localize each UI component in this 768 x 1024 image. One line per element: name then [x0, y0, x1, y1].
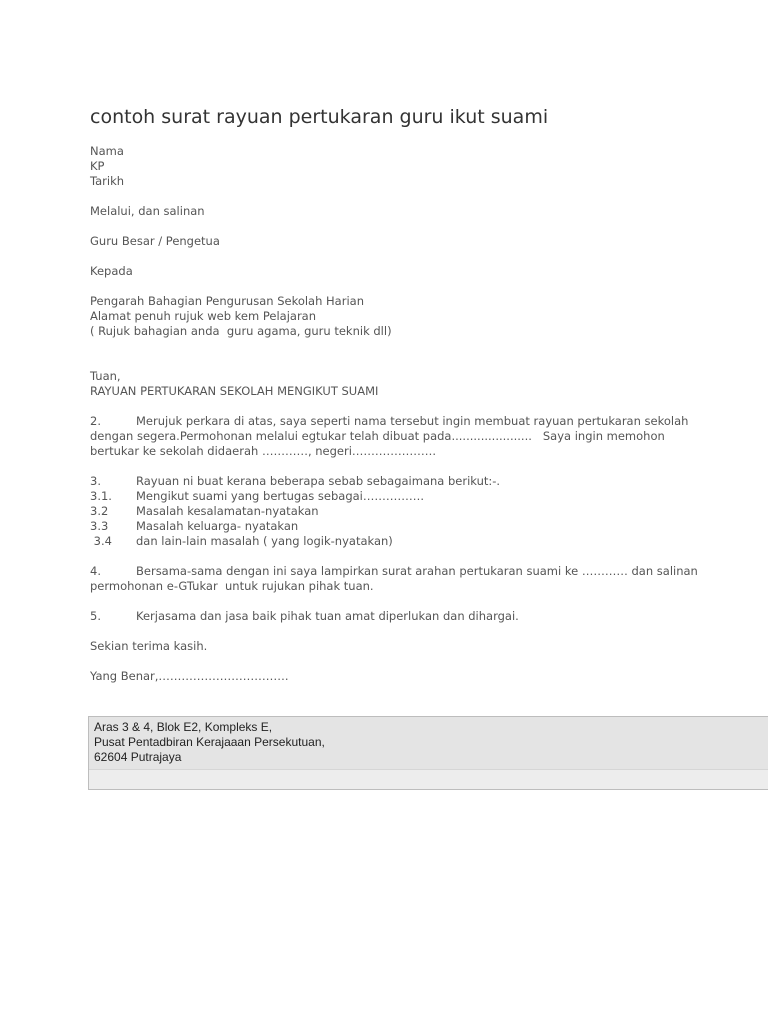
kepada-line: Kepada — [90, 264, 133, 278]
header-line-tarikh: Tarikh — [90, 174, 125, 188]
subject-line: RAYUAN PERTUKARAN SEKOLAH MENGIKUT SUAMI — [90, 384, 379, 398]
salutation: Tuan, — [90, 369, 121, 383]
header-line-kp: KP — [90, 159, 105, 173]
para5-text: Kerjasama dan jasa baik pihak tuan amat diperlukan dan dihargai. — [136, 609, 519, 623]
para5-number: 5. — [90, 609, 101, 623]
list-item-number: 3.4 — [90, 534, 112, 548]
para2-number: 2. — [90, 414, 101, 428]
para2-text: Merujuk perkara di atas, saya seperti nama tersebut ingin membuat rayuan pertukaran sekolah — [136, 414, 689, 428]
list-item — [90, 534, 768, 549]
para3-text: Rayuan ni buat kerana beberapa sebab sebagaimana berikut:-. — [136, 474, 501, 488]
para4-line — [90, 564, 768, 579]
guru-besar-line: Guru Besar / Pengetua — [90, 234, 220, 248]
header-line-nama: Nama — [90, 144, 124, 158]
list-item-text: dan lain-lain masalah ( yang logik-nyatakan) — [136, 534, 393, 548]
recipient-line: ( Rujuk bahagian anda guru agama, guru teknik dll) — [90, 324, 392, 338]
recipient-line: Alamat penuh rujuk web kem Pelajaran — [90, 309, 317, 323]
para4-line: permohonan e-GTukar untuk rujukan pihak tuan. — [90, 579, 374, 593]
address-line: Pusat Pentadbiran Kerajaaan Persekutuan, — [94, 735, 325, 749]
para4-number: 4. — [90, 564, 101, 578]
recipient-line: Pengarah Bahagian Pengurusan Sekolah Harian — [90, 294, 364, 308]
address-box-footer-strip — [89, 769, 768, 789]
signoff-line: Yang Benar,……………………………. — [90, 669, 289, 683]
list-item-text: Masalah keluarga- nyatakan — [136, 519, 299, 533]
para2-line — [90, 414, 768, 429]
list-item-text: Masalah kesalamatan-nyatakan — [136, 504, 319, 518]
list-item-number: 3.1. — [90, 489, 112, 503]
address-line: Aras 3 & 4, Blok E2, Kompleks E, — [94, 720, 273, 734]
document-title: contoh surat rayuan pertukaran guru ikut suami — [90, 106, 549, 128]
list-item-number: 3.2 — [90, 504, 109, 518]
list-item-number: 3.3 — [90, 519, 109, 533]
para3-line — [90, 474, 768, 489]
para3-number: 3. — [90, 474, 101, 488]
list-item — [90, 489, 768, 504]
list-item — [90, 519, 768, 534]
closing-line: Sekian terima kasih. — [90, 639, 208, 653]
address-line: 62604 Putrajaya — [94, 750, 182, 764]
list-item — [90, 504, 768, 519]
para2-line: dengan segera.Permohonan melalui egtukar telah dibuat pada...................... Saya ingin memohon — [90, 429, 665, 443]
list-item-text: Mengikut suami yang bertugas sebagai……………. — [136, 489, 425, 503]
letter-body — [90, 144, 768, 684]
para4-text: Bersama-sama dengan ini saya lampirkan surat arahan pertukaran suami ke ………… dan salinan — [136, 564, 698, 578]
para5-line — [90, 609, 768, 624]
melalui-line: Melalui, dan salinan — [90, 204, 205, 218]
para2-line: bertukar ke sekolah didaerah …………, negeri…………………. — [90, 444, 437, 458]
address-box — [88, 716, 768, 790]
